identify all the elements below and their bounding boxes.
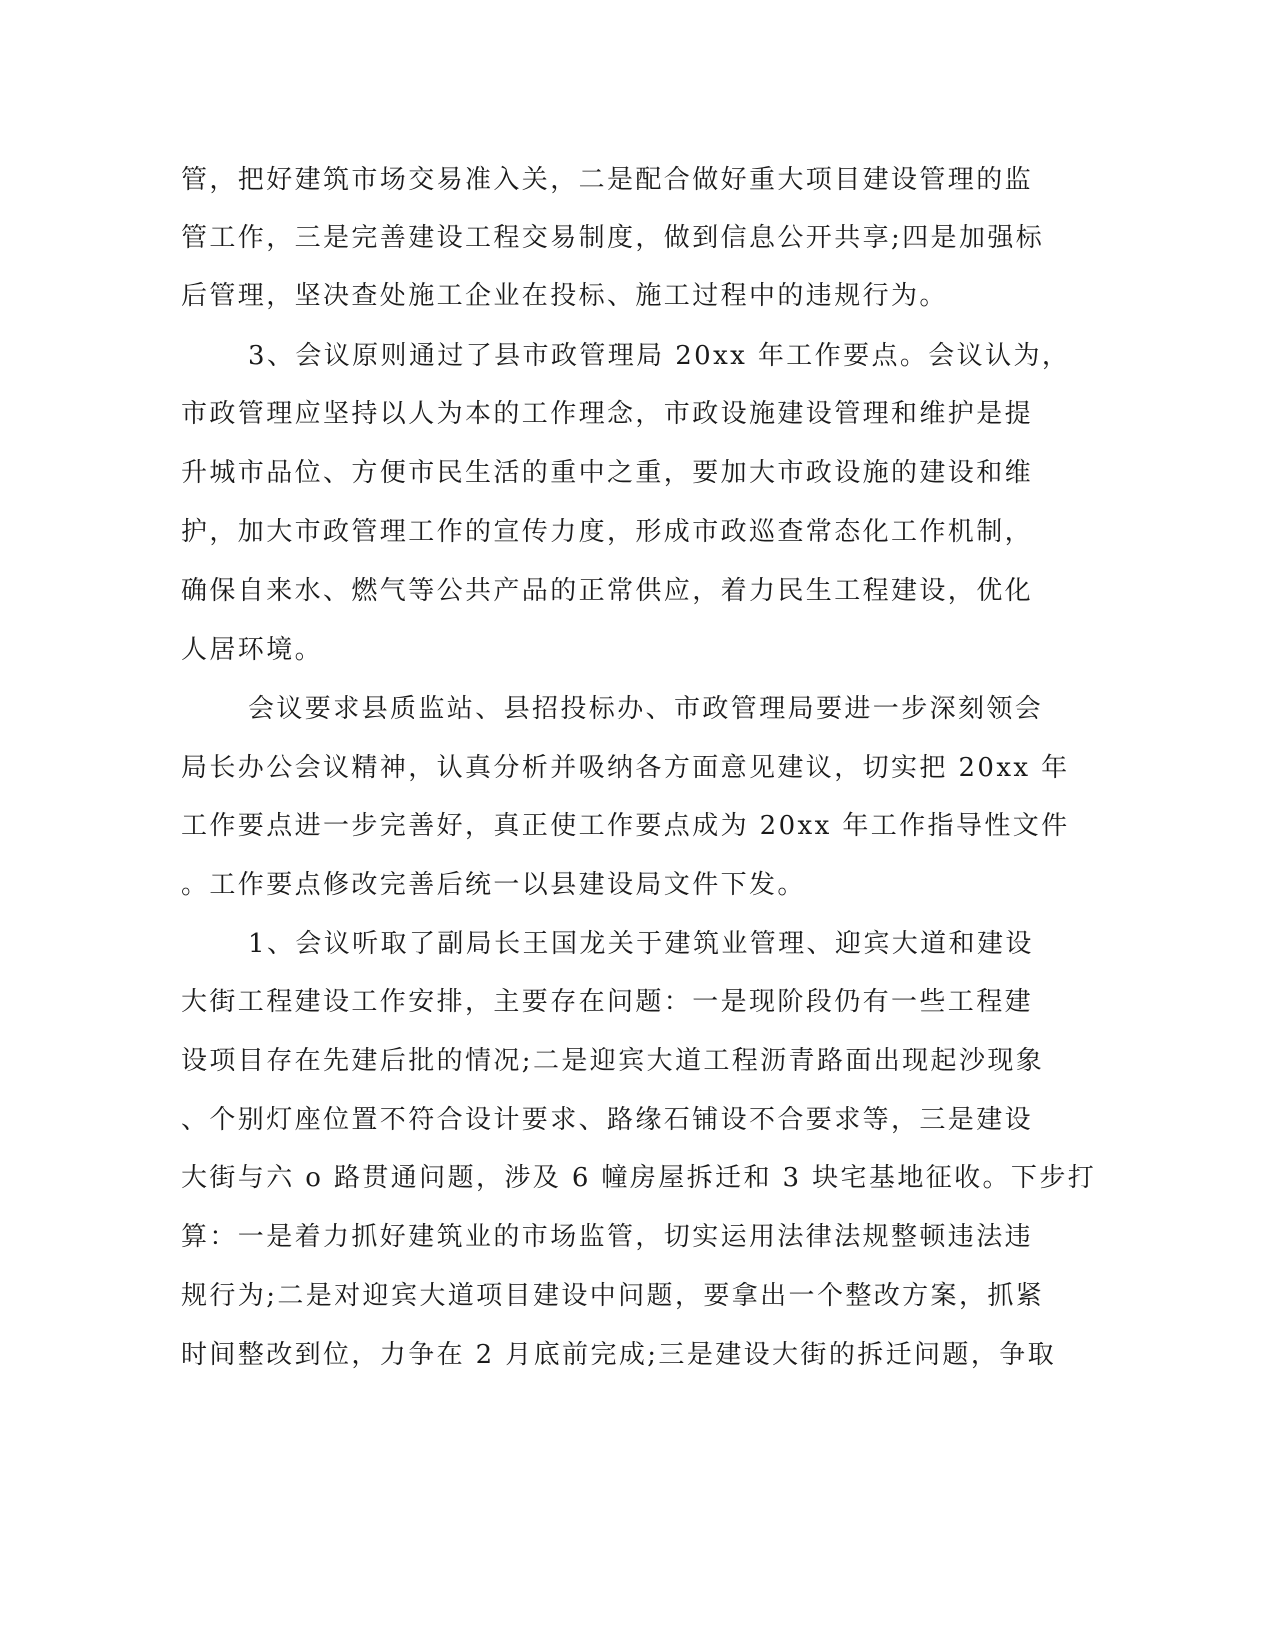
- text-line: 管工作，三是完善建设工程交易制度，做到信息公开共享;四是加强标: [181, 223, 1045, 253]
- text-line: 。工作要点修改完善后统一以县建设局文件下发。: [181, 870, 806, 900]
- text-line: 大街工程建设工作安排，主要存在问题：一是现阶段仍有一些工程建: [181, 987, 1034, 1017]
- text-line: 算：一是着力抓好建筑业的市场监管，切实运用法律法规整顿违法违: [181, 1222, 1034, 1252]
- text-line: 局长办公会议精神，认真分析并吸纳各方面意见建议，切实把 20xx 年: [181, 753, 1070, 783]
- text-line: 护，加大市政管理工作的宣传力度，形成市政巡查常态化工作机制，: [181, 517, 1034, 547]
- paragraph-start-line: 3、会议原则通过了县市政管理局 20xx 年工作要点。会议认为，: [248, 341, 1071, 371]
- text-line: 、个别灯座位置不符合设计要求、路缘石铺设不合要求等，三是建设: [181, 1105, 1034, 1135]
- text-line: 人居环境。: [181, 635, 324, 665]
- text-line: 确保自来水、燃气等公共产品的正常供应，着力民生工程建设，优化: [181, 576, 1034, 606]
- paragraph-start-line: 1、会议听取了副局长王国龙关于建筑业管理、迎宾大道和建设: [248, 929, 1034, 959]
- text-line: 市政管理应坚持以人为本的工作理念，市政设施建设管理和维护是提: [181, 399, 1034, 429]
- text-line: 大街与六 o 路贯通问题，涉及 6 幢房屋拆迁和 3 块宅基地征收。下步打: [181, 1163, 1097, 1193]
- text-line: 时间整改到位，力争在 2 月底前完成;三是建设大街的拆迁问题，争取: [181, 1340, 1057, 1370]
- text-line: 规行为;二是对迎宾大道项目建设中问题，要拿出一个整改方案，抓紧: [181, 1281, 1045, 1311]
- text-line: 升城市品位、方便市民生活的重中之重，要加大市政设施的建设和维: [181, 458, 1034, 488]
- text-line: 工作要点进一步完善好，真正使工作要点成为 20xx 年工作指导性文件: [181, 811, 1070, 841]
- text-line: 后管理，坚决查处施工企业在投标、施工过程中的违规行为。: [181, 281, 948, 311]
- paragraph-start-line: 会议要求县质监站、县招投标办、市政管理局要进一步深刻领会: [248, 694, 1044, 724]
- text-line: 设项目存在先建后批的情况;二是迎宾大道工程沥青路面出现起沙现象: [181, 1046, 1045, 1076]
- text-line: 管，把好建筑市场交易准入关，二是配合做好重大项目建设管理的监: [181, 165, 1034, 195]
